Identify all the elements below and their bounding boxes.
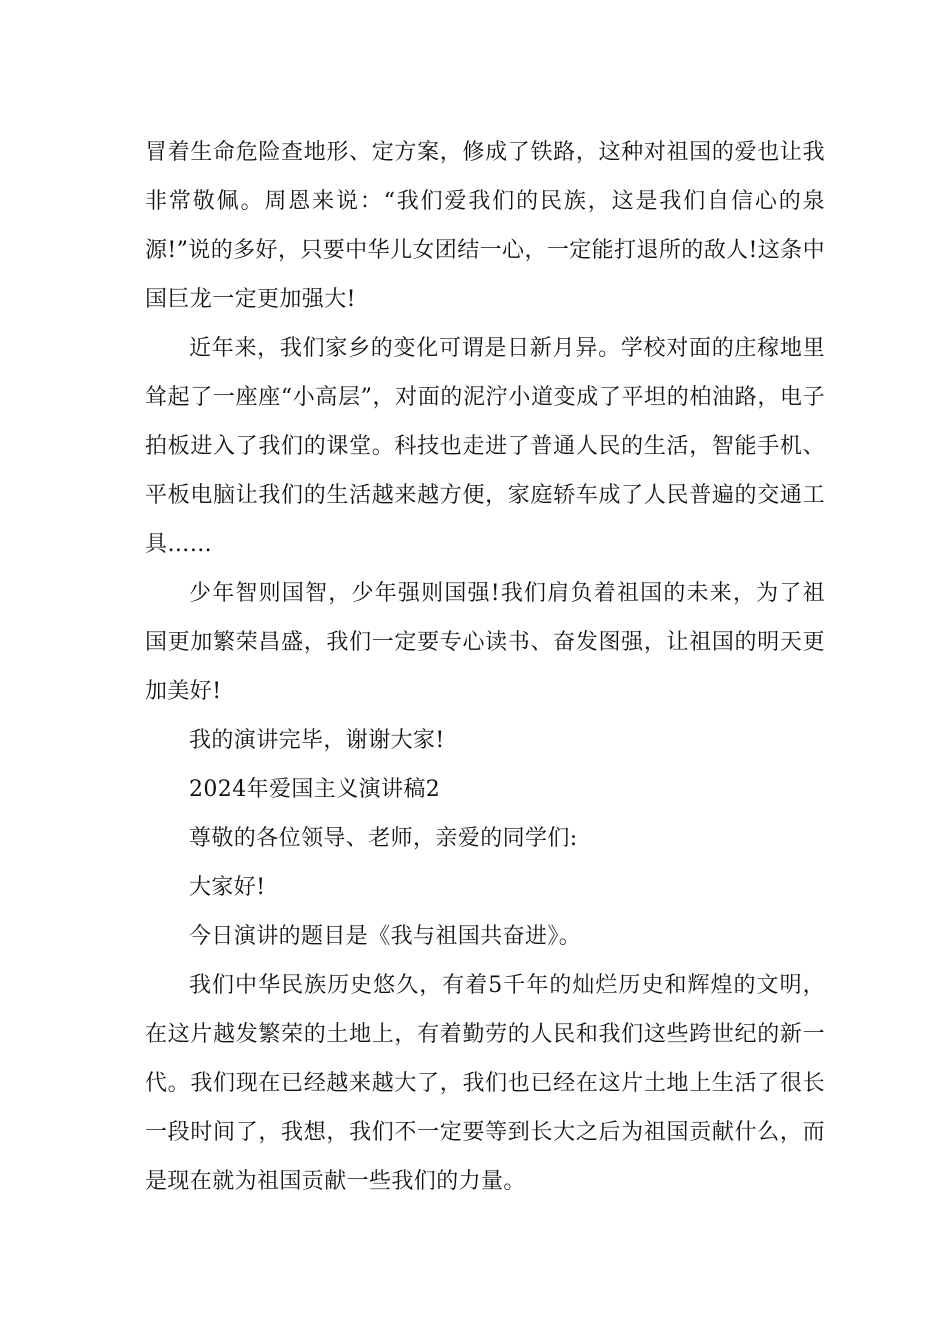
paragraph-3: 少年智则国智，少年强则国强!我们肩负着祖国的未来，为了祖国更加繁荣昌盛，我们一定要专心读书、奋发图强，让祖国的明天更加美好! <box>145 581 825 704</box>
salutation: 尊敬的各位领导、老师，亲爱的同学们: <box>189 826 578 851</box>
speech-topic: 今日演讲的题目是《我与祖国共奋进》。 <box>189 924 582 949</box>
greeting: 大家好! <box>189 875 266 900</box>
paragraph-2: 近年来，我们家乡的变化可谓是日新月异。学校对面的庄稼地里耸起了一座座“小高层”，对面的泥泞小道变成了平坦的柏油路，电子拍板进入了我们的课堂。科技也走进了普通人民的生活，智能手机、平板电脑让我们的生活越来越方便，家庭轿车成了人民普遍的交通工具…… <box>145 336 825 557</box>
paragraph-1: 冒着生命危险查地形、定方案，修成了铁路，这种对祖国的爱也让我非常敬佩。周恩来说：“我们爱我们的民族，这是我们自信心的泉源!”说的多好，只要中华儿女团结一心，一定能打退所的敌人!这条中国巨龙一定更加强大! <box>145 140 825 312</box>
paragraph-closing: 我的演讲完毕，谢谢大家! <box>189 728 445 753</box>
paragraph-body: 我们中华民族历史悠久，有着5千年的灿烂历史和辉煌的文明，在这片越发繁荣的土地上，有着勤劳的人民和我们这些跨世纪的新一代。我们现在已经越来越大了，我们也已经在这片土地上生活了很长一段时间了，我想，我们不一定要等到长大之后为祖国贡献什么，而是现在就为祖国贡献一些我们的力量。 <box>145 973 825 1194</box>
section-title: 2024年爱国主义演讲稿2 <box>189 777 441 802</box>
document-body <box>145 128 825 1206</box>
